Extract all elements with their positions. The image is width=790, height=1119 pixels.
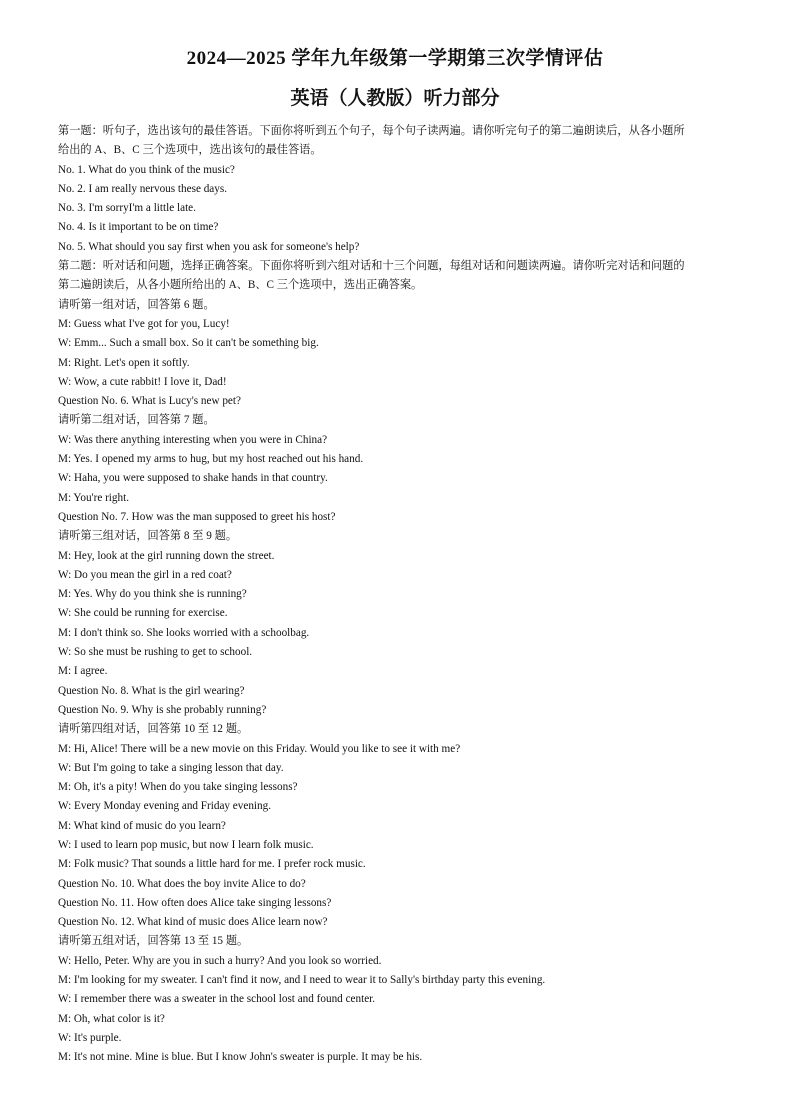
text-line: M: Hey, look at the girl running down the street. — [58, 549, 275, 562]
text-line: W: I remember there was a sweater in the school lost and found center. — [58, 993, 376, 1006]
text-line: M: You're right. — [58, 491, 130, 504]
text-line: 第一题：听句子，选出该句的最佳答语。下面你将听到五个句子，每个句子读两遍。请你听完句子的第二遍朗读后，从各小题所 — [58, 125, 685, 137]
text-line: M: Guess what I've got for you, Lucy! — [58, 317, 230, 330]
text-line: W: She could be running for exercise. — [58, 607, 228, 620]
text-line: M: Folk music? That sounds a little hard for me. I prefer rock music. — [58, 858, 366, 871]
text-line: 第二遍朗读后，从各小题所给出的 A、B、C 三个选项中，选出正确答案。 — [58, 279, 423, 292]
text-line: M: It's not mine. Mine is blue. But I know John's sweater is purple. It may be his. — [58, 1051, 423, 1064]
text-line: Question No. 12. What kind of music does Alice learn now? — [58, 916, 328, 929]
text-line: Question No. 10. What does the boy invite Alice to do? — [58, 877, 306, 890]
text-line: W: Was there anything interesting when you were in China? — [58, 433, 328, 446]
text-line: 请听第三组对话，回答第 8 至 9 题。 — [58, 530, 238, 543]
text-line: W: Every Monday evening and Friday evening. — [58, 800, 272, 813]
text-line: M: Yes. Why do you think she is running? — [58, 588, 247, 601]
text-line: M: I don't think so. She looks worried with a schoolbag. — [58, 626, 310, 639]
text-line: Question No. 7. How was the man supposed to greet his host? — [58, 510, 336, 523]
text-line: M: Oh, what color is it? — [58, 1012, 165, 1025]
text-line: Question No. 11. How often does Alice take singing lessons? — [58, 896, 332, 909]
text-line: Question No. 8. What is the girl wearing? — [58, 684, 245, 697]
text-line: W: Hello, Peter. Why are you in such a hurry? And you look so worried. — [58, 954, 382, 967]
text-line: W: Haha, you were supposed to shake hands in that country. — [58, 472, 328, 485]
text-line: No. 4. Is it important to be on time? — [58, 221, 219, 234]
text-line: 请听第五组对话，回答第 13 至 15 题。 — [58, 935, 249, 948]
text-line: M: Oh, it's a pity! When do you take singing lessons? — [58, 781, 298, 794]
text-line: 请听第一组对话，回答第 6 题。 — [58, 298, 215, 311]
text-line: No. 2. I am really nervous these days. — [58, 182, 228, 195]
text-line: W: I used to learn pop music, but now I learn folk music. — [58, 838, 314, 851]
document-body — [58, 122, 732, 1068]
text-line: No. 5. What should you say first when you ask for someone's help? — [58, 240, 360, 253]
text-line: Question No. 6. What is Lucy's new pet? — [58, 395, 241, 408]
text-line: W: Wow, a cute rabbit! I love it, Dad! — [58, 375, 227, 388]
text-line: No. 1. What do you think of the music? — [58, 163, 235, 176]
text-line: 请听第二组对话，回答第 7 题。 — [58, 414, 215, 427]
text-line: W: It's purple. — [58, 1031, 122, 1044]
text-line: W: Emm... Such a small box. So it can't be something big. — [58, 337, 319, 350]
text-line: M: What kind of music do you learn? — [58, 819, 226, 832]
text-line: 给出的 A、B、C 三个选项中，选出该句的最佳答语。 — [58, 144, 322, 157]
text-line: 请听第四组对话，回答第 10 至 12 题。 — [58, 723, 249, 736]
text-line: W: So she must be rushing to get to school. — [58, 646, 253, 659]
document-title: 2024—2025 学年九年级第一学期第三次学情评估 — [186, 48, 604, 69]
document-subtitle: 英语（人教版）听力部分 — [290, 88, 500, 109]
text-line: M: Yes. I opened my arms to hug, but my host reached out his hand. — [58, 453, 364, 466]
text-line: M: Hi, Alice! There will be a new movie on this Friday. Would you like to see it with me? — [58, 742, 461, 755]
text-line: M: I agree. — [58, 665, 108, 678]
text-line: W: Do you mean the girl in a red coat? — [58, 568, 232, 581]
text-line: M: I'm looking for my sweater. I can't find it now, and I need to wear it to Sally's birthday party this evening. — [58, 974, 546, 987]
text-line: No. 3. I'm sorryI'm a little late. — [58, 202, 196, 215]
text-line: W: But I'm going to take a singing lesson that day. — [58, 761, 284, 774]
text-line: M: Right. Let's open it softly. — [58, 356, 190, 369]
text-line: Question No. 9. Why is she probably running? — [58, 703, 267, 716]
text-line: 第二题：听对话和问题，选择正确答案。下面你将听到六组对话和十三个问题，每组对话和问题读两遍。请你听完对话和问题的 — [58, 260, 685, 273]
